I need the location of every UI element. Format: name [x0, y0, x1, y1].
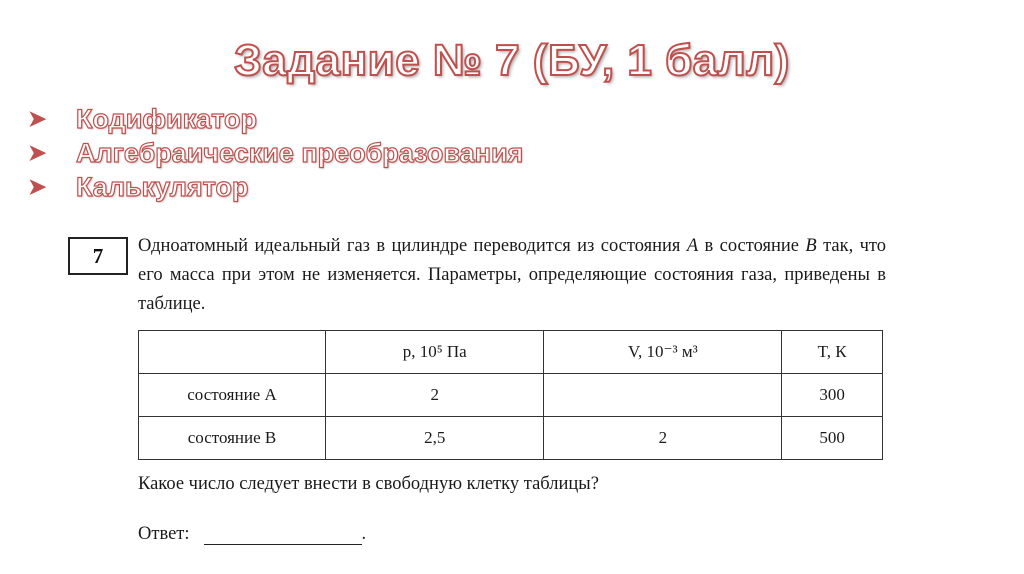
bullet-item — [28, 102, 523, 136]
row-label: состояние A — [139, 374, 326, 417]
bullet-item — [28, 170, 523, 204]
arrow-bullet-icon: ➤ — [28, 106, 47, 131]
problem-text-part2: в состояние — [698, 236, 806, 256]
state-b-symbol: B — [805, 236, 817, 256]
cell-volume: 2 — [544, 417, 782, 460]
state-a-symbol: A — [686, 236, 699, 256]
cell-temperature: 300 — [782, 374, 883, 417]
answer-end: . — [361, 524, 367, 544]
table-row — [139, 374, 883, 417]
answer-blank[interactable] — [204, 524, 362, 545]
problem-text — [138, 232, 886, 319]
cell-temperature: 500 — [782, 417, 883, 460]
bullet-item — [28, 136, 523, 170]
problem-text-part3: так, что его масса при этом не изменяется. Параметры, определяющие состояния газа, приведены в таблице. — [138, 236, 886, 314]
problem-text-part1: Одноатомный идеальный газ в цилиндре переводится из состояния — [138, 236, 687, 256]
header-cell-empty — [139, 331, 326, 374]
bullet-list — [28, 102, 523, 204]
task-number-box: 7 — [68, 237, 128, 275]
answer-label: Ответ: — [138, 524, 190, 544]
bullet-label: Алгебраические преобразования — [76, 137, 524, 168]
cell-pressure: 2 — [326, 374, 544, 417]
slide-title: Задание № 7 (БУ, 1 балл) — [234, 36, 790, 85]
cell-pressure: 2,5 — [326, 417, 544, 460]
arrow-bullet-icon: ➤ — [28, 174, 47, 199]
table-header-row — [139, 331, 883, 374]
header-cell-temperature: T, К — [782, 331, 883, 374]
parameters-table — [138, 330, 883, 460]
table-row — [139, 417, 883, 460]
header-cell-pressure: p, 10⁵ Па — [326, 331, 544, 374]
bullet-label: Кодификатор — [76, 103, 257, 134]
bullet-label: Калькулятор — [76, 171, 249, 202]
answer-row — [138, 524, 366, 545]
header-cell-volume: V, 10⁻³ м³ — [544, 331, 782, 374]
cell-volume-empty — [544, 374, 782, 417]
arrow-bullet-icon: ➤ — [28, 140, 47, 165]
row-label: состояние B — [139, 417, 326, 460]
question-text: Какое число следует внести в свободную клетку таблицы? — [138, 474, 599, 494]
